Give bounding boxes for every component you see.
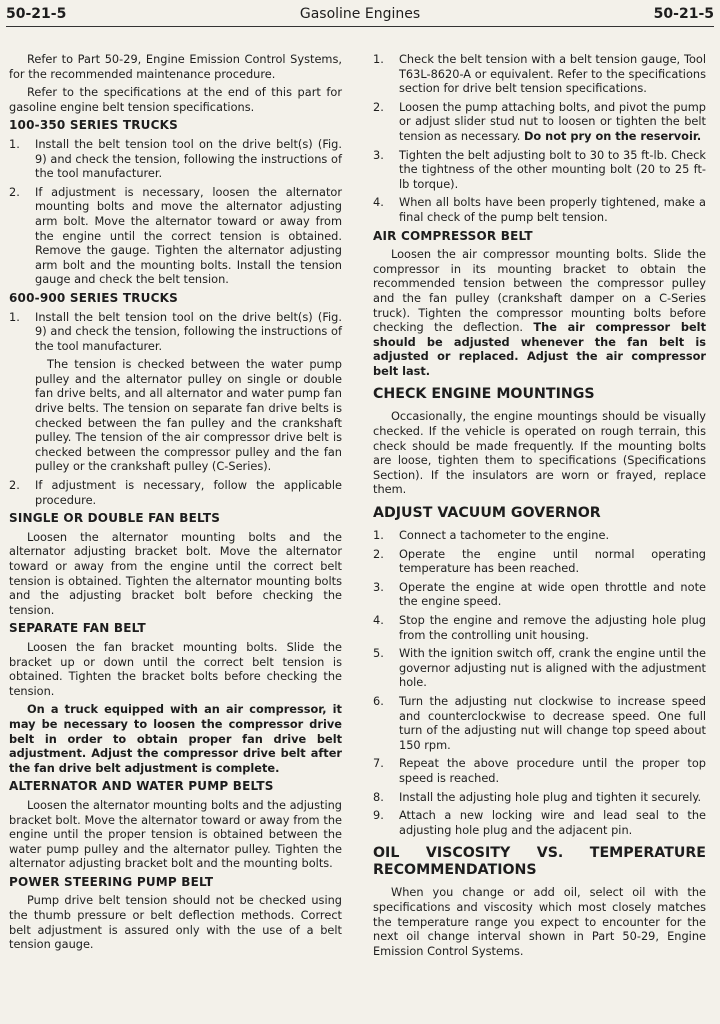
list-item: 3. Tighten the belt adjusting bolt to 30 to 35 ft-lb. Check the tightness of the other mounting bolt (20 to 25 ft-lb torque). xyxy=(373,147,706,191)
body-paragraph: Occasionally, the engine mountings should be visually checked. If the vehicle is operated on rough terrain, this check should be made frequently. If the mounting bolts are loose, tighten them to specifications (Specifications Section). If the insulators are worn or frayed, replace them. xyxy=(373,409,706,497)
intro-paragraph: Refer to the specifications at the end of this part for gasoline engine belt tension specifications. xyxy=(9,85,342,114)
numbered-list xyxy=(373,528,706,837)
right-column xyxy=(373,52,706,962)
list-item: 2. If adjustment is necessary, follow the applicable procedure. xyxy=(9,478,342,507)
page-title: Gasoline Engines xyxy=(299,6,421,22)
section-heading: 600-900 SERIES TRUCKS xyxy=(9,290,178,305)
body-paragraph: Pump drive belt tension should not be checked using the thumb pressure or belt deflection methods. Correct belt adjustment is assured only with the use of a belt tension gauge. xyxy=(9,893,342,952)
body-paragraph: Loosen the air compressor mounting bolts. Slide the compressor in its mounting bracket to obtain the recommended tension between the compressor pulley and the fan pulley (crankshaft damper on a C-Series truck). Tighten the compressor mounting bolts before checking the deflection. The air compressor belt should be adjusted whenever the fan belt is adjusted or replaced. Adjust the air compressor belt last. xyxy=(373,247,706,378)
list-item: 2. Loosen the pump attaching bolts, and pivot the pump or adjust slider stud nut to loosen or tighten the belt tension as necessary. Do not pry on the reservoir. xyxy=(373,99,706,143)
major-heading: OIL VISCOSITY VS. TEMPERATURE RECOMMENDATIONS xyxy=(373,845,706,879)
numbered-list xyxy=(9,310,342,354)
list-item: 1. Connect a tachometer to the engine. xyxy=(373,528,610,543)
list-item: 4. When all bolts have been properly tightened, make a final check of the pump belt tension. xyxy=(373,195,706,224)
list-item: 4. Stop the engine and remove the adjusting hole plug from the controlling unit housing. xyxy=(373,613,706,642)
section-heading: POWER STEERING PUMP BELT xyxy=(9,874,214,889)
list-item: 1. Install the belt tension tool on the drive belt(s) (Fig. 9) and check the tension, following the instructions of the tool manufacturer. xyxy=(9,136,342,181)
left-column xyxy=(9,52,342,956)
page-header xyxy=(6,4,714,27)
intro-paragraph: Refer to Part 50-29, Engine Emission Control Systems, for the recommended maintenance procedure. xyxy=(9,52,342,81)
list-item: 1. Check the belt tension with a belt tension gauge, Tool T63L-8620-A or equivalent. Refer to the specifications section for drive belt tension specifications. xyxy=(373,52,706,96)
numbered-list xyxy=(9,478,342,507)
page-number-left: 50-21-5 xyxy=(6,6,67,22)
body-paragraph: Loosen the alternator mounting bolts and the alternator adjusting bracket bolt. Move the alternator toward or away from the engine until the correct belt tension is obtained. Tighten the alternator mounting bolts and the adjusting bracket bolt before checking the tension. xyxy=(9,529,342,617)
section-heading: SINGLE OR DOUBLE FAN BELTS xyxy=(9,511,221,526)
list-item: 9. Attach a new locking wire and lead seal to the adjusting hole plug and the adjacent pin. xyxy=(373,808,706,837)
major-heading: CHECK ENGINE MOUNTINGS xyxy=(373,386,595,403)
list-item: 7. Repeat the above procedure until the proper top speed is reached. xyxy=(373,756,706,785)
list-item: 8. Install the adjusting hole plug and tighten it securely. xyxy=(373,789,702,804)
body-paragraph: When you change or add oil, select oil with the specifications and viscosity which most closely matches the temperature range you expect to encounter for the next oil change interval shown in Part 50-29, Engine Emission Control Systems. xyxy=(373,885,706,958)
body-paragraph: Loosen the fan bracket mounting bolts. Slide the bracket up or down until the correct belt tension is obtained. Tighten the bracket bolts before checking the tension. xyxy=(9,639,342,698)
numbered-list xyxy=(373,52,706,225)
list-item: 5. With the ignition switch off, crank the engine until the governor adjusting nut is aligned with the adjustment hole. xyxy=(373,646,706,690)
list-item: 1. Install the belt tension tool on the drive belt(s) (Fig. 9) and check the tension, following the instructions of the tool manufacturer. xyxy=(9,309,342,353)
major-heading: ADJUST VACUUM GOVERNOR xyxy=(373,505,601,522)
list-item: 6. Turn the adjusting nut clockwise to increase speed and counterclockwise to decrease speed. One full turn of the adjusting nut will change top speed about 150 rpm. xyxy=(373,693,706,752)
section-heading: AIR COMPRESSOR BELT xyxy=(373,228,533,243)
section-heading: 100-350 SERIES TRUCKS xyxy=(9,118,178,133)
list-item: 2. Operate the engine until normal operating temperature has been reached. xyxy=(373,546,706,576)
numbered-list xyxy=(9,137,342,287)
section-heading: SEPARATE FAN BELT xyxy=(9,621,146,636)
list-subparagraph: The tension is checked between the water pump pulley and the alternator pulley on single or double fan drive belts, and all alternator and water pump fan drive belts. The tension on separate fan drive belts is checked between the fan pulley and the crankshaft pulley. The tension of the air compressor drive belt is checked between the compressor pulley and the fan pulley or the crankshaft pulley (C-Series). xyxy=(35,357,342,474)
section-heading: ALTERNATOR AND WATER PUMP BELTS xyxy=(9,779,274,794)
list-item: 2. If adjustment is necessary, loosen the alternator mounting bolts and move the alternator adjusting arm bolt. Move the alternator toward or away from the engine until the correct tension is obtained. Remove the gauge. Tighten the alternator adjusting arm bolt and the mounting bolts. Install the tension gauge and check the belt tension. xyxy=(9,184,342,287)
page-number-right: 50-21-5 xyxy=(653,6,714,22)
bold-note: On a truck equipped with an air compressor, it may be necessary to loosen the compressor drive belt in order to obtain proper fan drive belt adjustment. Adjust the compressor drive belt after the fan drive belt adjustment is complete. xyxy=(9,702,342,775)
list-item: 3. Operate the engine at wide open throttle and note the engine speed. xyxy=(373,579,706,609)
body-paragraph: Loosen the alternator mounting bolts and the adjusting bracket bolt. Move the alternator toward or away from the engine until the proper tension is obtained between the water pump pulley and the alternator pulley. Tighten the alternator adjusting bracket bolt and the mounting bolts. xyxy=(9,797,342,871)
